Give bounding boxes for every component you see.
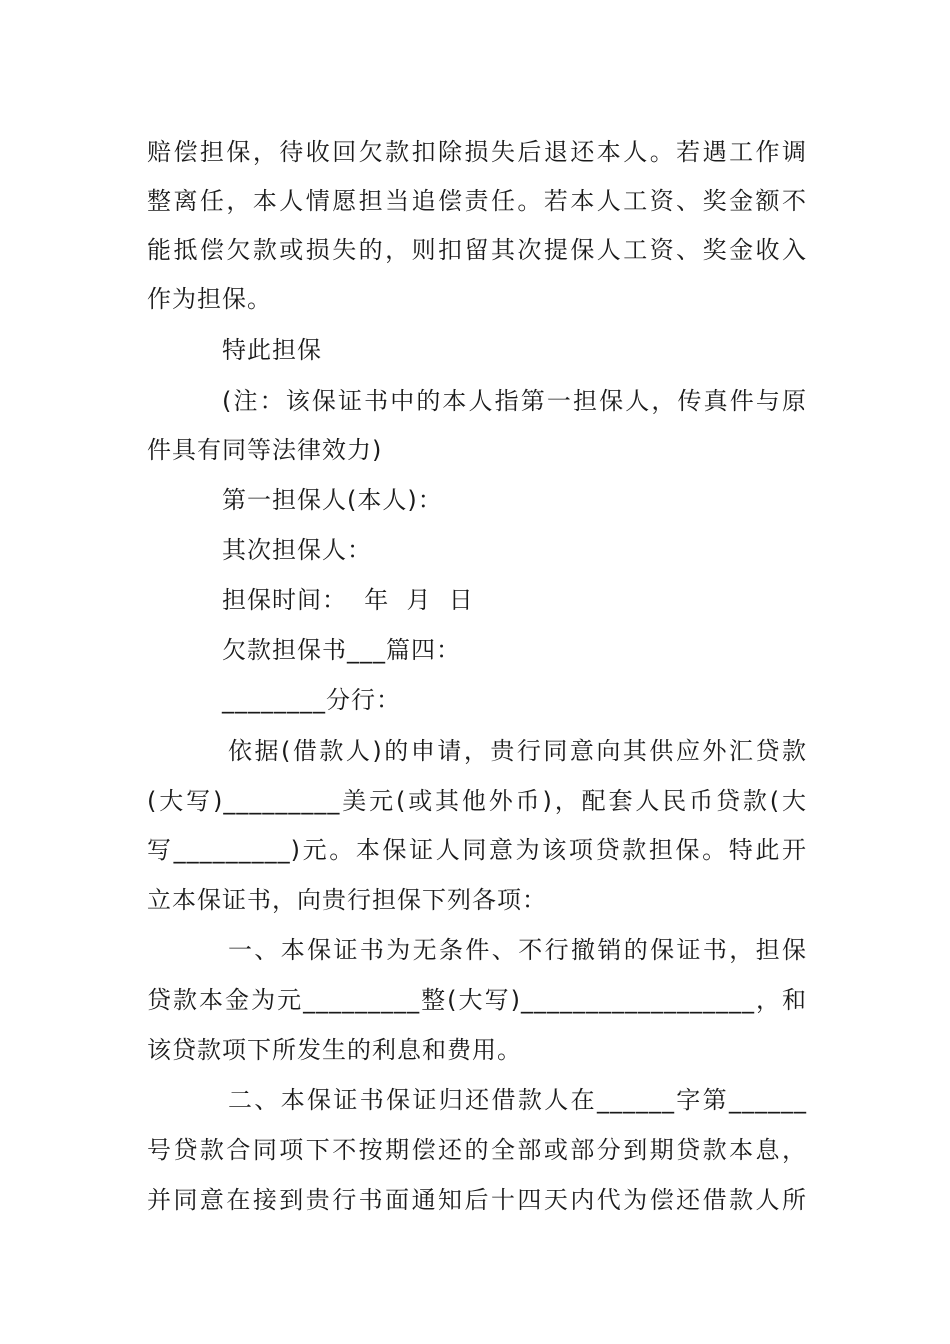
closing-phrase: 特此担保 [222,336,322,364]
paragraph-line: 依据(借款人)的申请，贵行同意向其供应外汇贷款 [228,737,807,765]
section-heading: 欠款担保书___篇四： [222,636,461,664]
clause-two-line: 号贷款合同项下不按期偿还的全部或部分到期贷款本息， [147,1136,807,1164]
clause-one-line: 该贷款项下所发生的利息和费用。 [147,1036,522,1064]
note-line: 件具有同等法律效力) [147,436,383,464]
paragraph-line: (大写)_________美元(或其他外币)，配套人民币贷款(大 [147,787,807,815]
paragraph-line: 赔偿担保，待收回欠款扣除损失后退还本人。若遇工作调 [147,138,807,166]
clause-one-line: 贷款本金为元_________整(大写)__________________，和 [147,986,807,1014]
paragraph-line: 整离任，本人情愿担当追偿责任。若本人工资、奖金额不 [147,187,807,215]
second-guarantor-label: 其次担保人： [222,536,372,564]
clause-two-line: 并同意在接到贵行书面通知后十四天内代为偿还借款人所 [147,1186,807,1214]
guarantee-date-label: 担保时间： 年 月 日 [222,586,474,614]
paragraph-line: 能抵偿欠款或损失的，则扣留其次提保人工资、奖金收入 [147,236,807,264]
paragraph-line: 写_________)元。本保证人同意为该项贷款担保。特此开 [147,836,807,864]
clause-two-line: 二、本保证书保证归还借款人在______字第______ [228,1086,807,1114]
paragraph-line: 作为担保。 [147,285,272,313]
note-line: (注：该保证书中的本人指第一担保人，传真件与原 [222,387,807,415]
branch-address-line: ________分行： [222,686,401,714]
paragraph-line: 立本保证书，向贵行担保下列各项： [147,886,547,914]
clause-one-line: 一、本保证书为无条件、不行撤销的保证书，担保 [228,936,807,964]
first-guarantor-label: 第一担保人(本人)： [222,486,443,514]
